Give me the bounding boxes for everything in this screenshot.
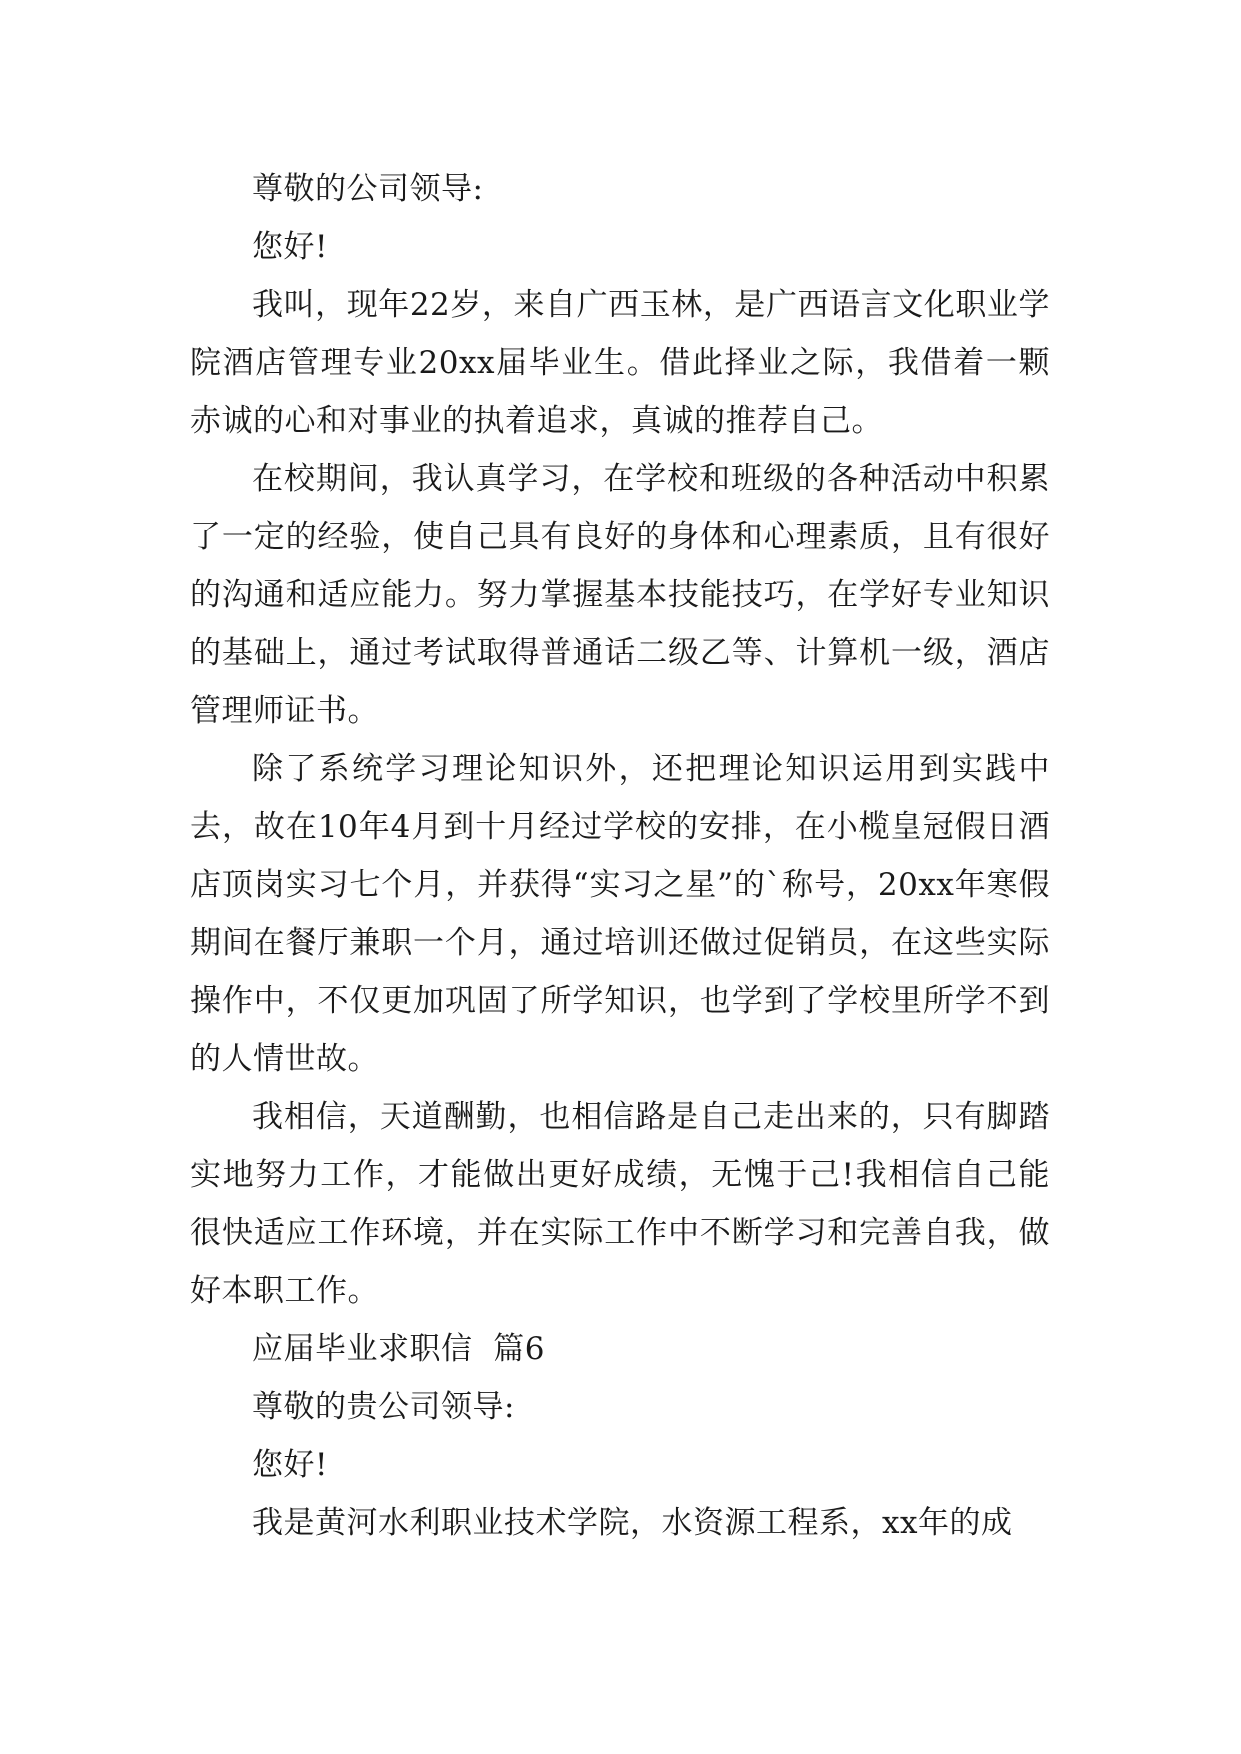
greeting-2: 您好! — [252, 1447, 328, 1483]
paragraph-closing: 我相信，天道酬勤，也相信路是自己走出来的，只有脚踏实地努力工作，才能做出更好成绩，无愧于己!我相信自己能很快适应工作环境，并在实际工作中不断学习和完善自我，做好本职工作。 — [190, 1099, 1050, 1309]
section-heading: 应届毕业求职信 篇6 — [252, 1331, 545, 1367]
greeting: 您好! — [252, 229, 328, 265]
paragraph-introduction: 我叫，现年22岁，来自广西玉林，是广西语言文化职业学院酒店管理专业20xx届毕业生。借此择业之际，我借着一颗赤诚的心和对事业的执着追求，真诚的推荐自己。 — [190, 287, 1050, 439]
salutation-2: 尊敬的贵公司领导: — [252, 1389, 515, 1425]
paragraph-2-first-line: 我是黄河水利职业技术学院，水资源工程系，xx年的成 — [252, 1505, 1013, 1541]
letter-body — [190, 160, 1050, 1552]
paragraph-internship: 除了系统学习理论知识外，还把理论知识运用到实践中去，故在10年4月到十月经过学校的安排，在小榄皇冠假日酒店顶岗实习七个月，并获得“实习之星”的`称号，20xx年寒假期间在餐厅兼职一个月，通过培训还做过促销员，在这些实际操作中，不仅更加巩固了所学知识，也学到了学校里所学不到的人情世故。 — [190, 751, 1050, 1077]
salutation: 尊敬的公司领导: — [252, 171, 484, 207]
paragraph-school-experience: 在校期间，我认真学习，在学校和班级的各种活动中积累了一定的经验，使自己具有良好的身体和心理素质，且有很好的沟通和适应能力。努力掌握基本技能技巧，在学好专业知识的基础上，通过考试取得普通话二级乙等、计算机一级，酒店管理师证书。 — [190, 461, 1050, 729]
